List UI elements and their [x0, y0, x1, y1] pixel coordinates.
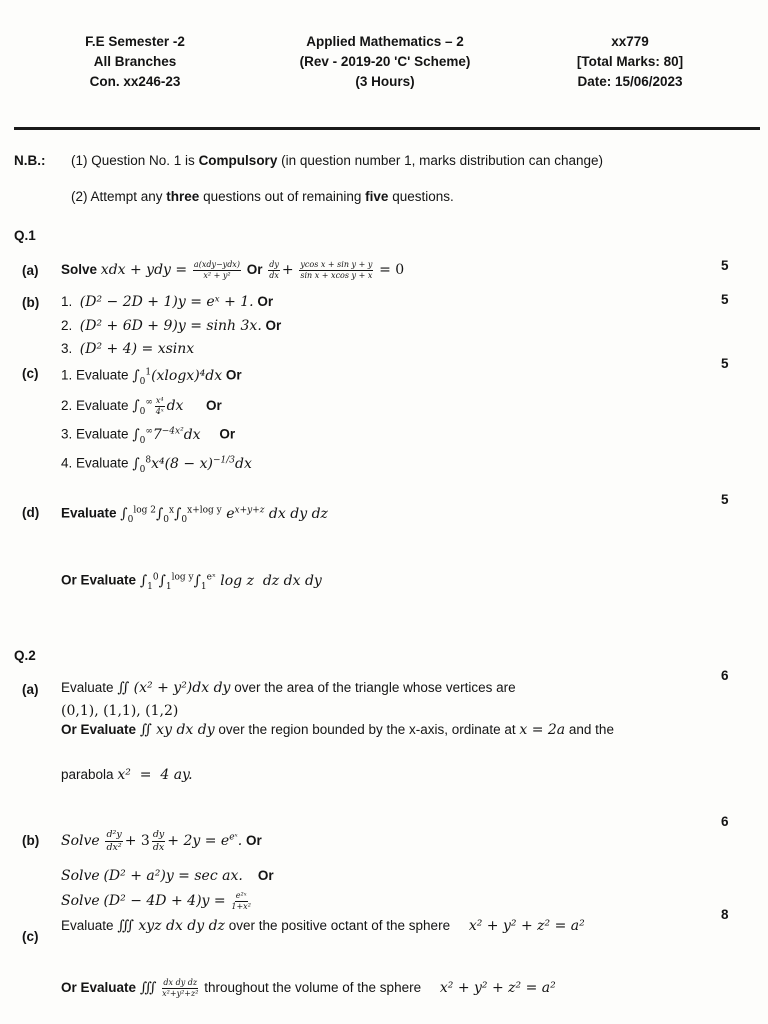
q2c-question: Evaluate ∭ xyz dx dy dz over the positive octant of the sphere x² + y² + z² = a²	[61, 918, 585, 934]
q1d-alternative: Or Evaluate $\int_1^0\int_1^{log y}\int_1^{eˣ}$ log z dz dx dy	[61, 572, 322, 592]
header-right	[555, 32, 705, 92]
nb-line-2: (2) Attempt any three questions out of remaining five questions.	[71, 189, 454, 204]
subject-title: Applied Mathematics – 2	[306, 34, 464, 49]
q1b-option-2: 2. (D² + 6D + 9)y = sinh 3x. Or	[61, 318, 282, 334]
q2c-marks: 8	[721, 907, 729, 922]
q2c-label: (c)	[22, 929, 39, 944]
q1d-label: (d)	[22, 505, 40, 520]
q1b-label: (b)	[22, 295, 40, 310]
q2a-line-1: Evaluate ∬ (x² + y²)dx dy over the area of the triangle whose vertices are	[61, 680, 516, 696]
total-marks: [Total Marks: 80]	[576, 54, 684, 69]
paper-code: xx779	[611, 34, 649, 49]
q1c-option-4: 4. Evaluate $\int_0^8x^4(8 - x)^{-1/3}dx$	[61, 455, 252, 475]
q1d-marks: 5	[721, 492, 729, 507]
q1-label: Q.1	[14, 228, 36, 243]
q2a-marks: 6	[721, 668, 729, 683]
q1a-label: (a)	[22, 263, 39, 278]
q1d-question: Evaluate $\int_0^{log 2}\int_0^x\int_0^{x+log y}$ $e^{x+y+z}$ dx dy dz	[61, 505, 328, 525]
q1c-option-3: 3. Evaluate $\int_0^\infty 7^{-4x^2}dx$ Or	[61, 426, 236, 446]
q1c-label: (c)	[22, 366, 39, 381]
scheme: (Rev - 2019-20 'C' Scheme)	[299, 54, 471, 69]
header-left	[60, 32, 210, 92]
q2a-line-4: parabola x² = 4 ay.	[61, 767, 193, 783]
q2b-label: (b)	[22, 833, 40, 848]
duration: (3 Hours)	[355, 74, 415, 89]
exam-date: Date: 15/06/2023	[577, 74, 683, 89]
q1c-option-2: 2. Evaluate $\int_0^\infty$ $\frac{\text{x⁴}}{\text{4ˣ}}$ dx Or	[61, 396, 222, 417]
q2b-option-2: Solve (D² + a²)y = sec ax. Or	[61, 868, 274, 884]
nb-label: N.B.:	[14, 153, 46, 168]
q1a-question: Solve xdx + ydy = $\frac{\text{a(xdy−ydx)}}{\text{x² + y²}}$ Or $\frac{dy}{dx}$ + $\frac{\text{ycos x + sin y + y}}{\text{sin x + xcos y + x}}$ = 0	[61, 260, 405, 280]
header-divider	[14, 127, 760, 130]
q2b-marks: 6	[721, 814, 729, 829]
q1a-marks: 5	[721, 258, 729, 273]
q2b-option-3: Solve (D² − 4D + 4)y = $\frac{\text{e²ˣ}}{\text{1+x²}}$	[61, 891, 251, 911]
q1b-option-3: 3. (D² + 4) = xsinx	[61, 341, 195, 357]
nb-line-1: (1) Question No. 1 is Compulsory (in question number 1, marks distribution can change)	[71, 153, 603, 168]
q1c-option-1: 1. Evaluate $\int_0^1(xlogx)^4dx$ Or	[61, 367, 242, 387]
q2c-alternative: Or Evaluate ∭ $\frac{\text{dx dy dz}}{\text{x²+y²+z²}}$ throughout the volume of the sphere x² + y² + z² = a²	[61, 978, 556, 998]
q1c-marks: 5	[721, 356, 729, 371]
q2-label: Q.2	[14, 648, 36, 663]
header-center	[270, 32, 500, 92]
semester: F.E Semester -2	[85, 34, 185, 49]
q2b-option-1: Solve $\frac{\text{d²y}}{\text{dx²}}$ + 3 $\frac{dy}{dx}$ + $2y = e^{eˣ}$. Or	[61, 829, 262, 853]
q1b-marks: 5	[721, 292, 729, 307]
q1b-option-1: 1. (D² − 2D + 1)y = eˣ + 1. Or	[61, 294, 274, 310]
q2a-vertices: (0,1), (1,1), (1,2)	[61, 703, 179, 719]
q2a-line-3: Or Evaluate ∬ xy dx dy over the region bounded by the x-axis, ordinate at x = 2a and the	[61, 722, 614, 738]
q2a-label: (a)	[22, 682, 39, 697]
branches: All Branches	[93, 54, 177, 69]
con-code: Con. xx246-23	[89, 74, 181, 89]
